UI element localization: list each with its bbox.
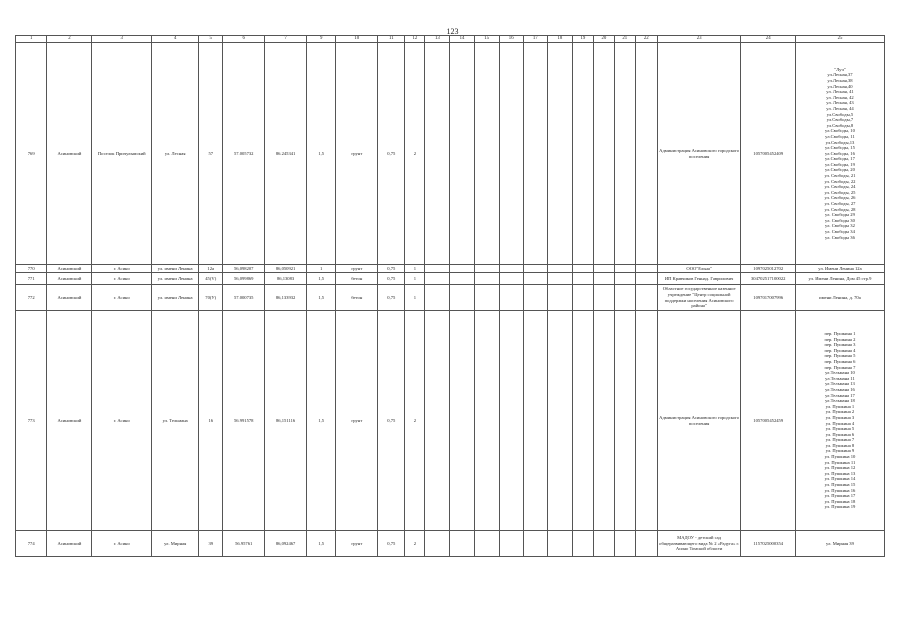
cell-empty bbox=[523, 285, 547, 311]
cell-empty bbox=[474, 285, 499, 311]
column-header: 13 bbox=[425, 36, 450, 43]
cell-settlement: г. Асино bbox=[92, 265, 152, 273]
cell-owner: ИП Кравчиков Геннад. Гаврилович bbox=[657, 273, 741, 285]
source-address: ул.Свободы, 17 bbox=[825, 156, 855, 162]
cell-ogrn: 1097017007996 bbox=[741, 285, 795, 311]
column-header: 23 bbox=[657, 36, 741, 43]
source-address: ул. Свободы, 24 bbox=[824, 184, 856, 190]
cell-empty bbox=[614, 43, 635, 265]
cell-lat: 56,099869 bbox=[223, 273, 265, 285]
cell-empty bbox=[593, 311, 614, 531]
column-header: 12 bbox=[405, 36, 425, 43]
source-address: пер. Пушкина 6 bbox=[824, 358, 856, 364]
cell-num: 770 bbox=[16, 265, 47, 273]
source-address: ул. Пушкина 15 bbox=[824, 482, 856, 488]
cell-empty bbox=[499, 285, 523, 311]
source-address: пер. Пушкина 7 bbox=[824, 364, 856, 370]
cell-empty bbox=[547, 273, 572, 285]
cell-empty bbox=[614, 285, 635, 311]
page-number: 123 bbox=[446, 27, 459, 36]
header-row bbox=[16, 36, 885, 43]
column-header: 7 bbox=[265, 36, 307, 43]
cell-lon: 86,050921 bbox=[265, 265, 307, 273]
cell-street: ул. имени Ленина bbox=[152, 273, 199, 285]
cell-empty bbox=[547, 311, 572, 531]
cell-empty bbox=[593, 273, 614, 285]
cell-ogrn: 1097025012702 bbox=[741, 265, 795, 273]
source-address: ул. Пушкина 14 bbox=[824, 476, 856, 482]
source-address: ул. Пушкина 10 bbox=[824, 454, 856, 460]
cell-empty bbox=[614, 273, 635, 285]
cell-street: ул. имени Ленина bbox=[152, 265, 199, 273]
cell-num: 772 bbox=[16, 285, 47, 311]
table-row bbox=[16, 43, 885, 265]
cell-settlement: г. Асино bbox=[92, 273, 152, 285]
cell-empty bbox=[614, 311, 635, 531]
cell-empty bbox=[425, 531, 450, 557]
cell-area: 1,5 bbox=[307, 43, 336, 265]
table-row bbox=[16, 531, 885, 557]
registry-table bbox=[15, 35, 885, 557]
cell-lon: 86,13083 bbox=[265, 273, 307, 285]
cell-surface: бетон bbox=[336, 285, 378, 311]
cell-area: 1 bbox=[307, 265, 336, 273]
cell-ogrn: 1057005452459 bbox=[741, 311, 795, 531]
cell-empty bbox=[499, 311, 523, 531]
cell-empty bbox=[572, 265, 593, 273]
source-address: ул.Тельмана 18 bbox=[825, 398, 855, 404]
cell-volume: 0,75 bbox=[378, 531, 405, 557]
table-row bbox=[16, 285, 885, 311]
cell-empty bbox=[450, 265, 474, 273]
cell-empty bbox=[572, 531, 593, 557]
cell-surface: грунт bbox=[336, 311, 378, 531]
source-address: ул.Тельмана 17 bbox=[825, 392, 855, 398]
source-address: ул. Пушкина 4 bbox=[825, 420, 855, 426]
source-address: ул. Пушкина 3 bbox=[825, 414, 855, 420]
source-address: ул.Свободы, 19 bbox=[825, 161, 855, 167]
cell-sources bbox=[795, 265, 884, 273]
cell-count: 1 bbox=[405, 285, 425, 311]
source-address: пер. Пушкина 3 bbox=[824, 342, 856, 348]
cell-empty bbox=[572, 285, 593, 311]
source-address: ул.Свободы, 11 bbox=[825, 133, 855, 139]
cell-lat: 56.991578 bbox=[223, 311, 265, 531]
cell-empty bbox=[593, 531, 614, 557]
cell-house: 45(V) bbox=[199, 273, 223, 285]
cell-empty bbox=[635, 311, 657, 531]
cell-empty bbox=[450, 43, 474, 265]
source-address: ул.Свободы,5 bbox=[826, 111, 854, 117]
column-header: 6 bbox=[223, 36, 265, 43]
source-address: ул. Пушкина 2 bbox=[825, 409, 855, 415]
cell-ogrn: 1057005452409 bbox=[741, 43, 795, 265]
cell-empty bbox=[450, 285, 474, 311]
cell-volume: 0,75 bbox=[378, 285, 405, 311]
cell-empty bbox=[635, 285, 657, 311]
cell-sources bbox=[795, 273, 884, 285]
column-header: 17 bbox=[523, 36, 547, 43]
cell-empty bbox=[614, 265, 635, 273]
cell-empty bbox=[450, 531, 474, 557]
cell-empty bbox=[474, 311, 499, 531]
source-address: ул. Пушкина 18 bbox=[824, 498, 856, 504]
cell-settlement: Поселок Причулымский bbox=[92, 43, 152, 265]
cell-sources bbox=[795, 43, 884, 265]
cell-empty bbox=[635, 43, 657, 265]
source-address: ул. Свободы 36 bbox=[825, 234, 855, 240]
source-address: ул.Лесная,37 bbox=[827, 72, 853, 78]
source-address: ул. Лесная, 42 bbox=[826, 94, 854, 100]
cell-empty bbox=[450, 273, 474, 285]
cell-empty bbox=[450, 311, 474, 531]
cell-empty bbox=[474, 531, 499, 557]
source-address: ул. Свободы 34 bbox=[825, 229, 855, 235]
cell-empty bbox=[499, 43, 523, 265]
cell-num: 771 bbox=[16, 273, 47, 285]
cell-volume: 0,75 bbox=[378, 265, 405, 273]
cell-lat: 57.005732 bbox=[223, 43, 265, 265]
table-row bbox=[16, 265, 885, 273]
cell-sources bbox=[795, 531, 884, 557]
source-address: ул. Лесная, 44 bbox=[826, 105, 854, 111]
cell-count: 1 bbox=[405, 265, 425, 273]
source-address: пер. Пушкина 5 bbox=[824, 353, 856, 359]
cell-lat: 56,098207 bbox=[223, 265, 265, 273]
table-row bbox=[16, 311, 885, 531]
source-address: ул.Тельмана 16 bbox=[825, 386, 855, 392]
column-header: 18 bbox=[547, 36, 572, 43]
cell-empty bbox=[593, 43, 614, 265]
source-address: ул. Пушкина 17 bbox=[824, 493, 856, 499]
source-address: ул. Пушкина 13 bbox=[824, 470, 856, 476]
cell-empty bbox=[474, 265, 499, 273]
cell-area: 1,5 bbox=[307, 285, 336, 311]
cell-district: Асиновский bbox=[47, 43, 92, 265]
source-address: ул. Пушкина 16 bbox=[824, 487, 856, 493]
source-address: ул. Пушкина 6 bbox=[825, 431, 855, 437]
cell-settlement: г. Асино bbox=[92, 311, 152, 531]
cell-empty bbox=[547, 43, 572, 265]
cell-street: ул. Лесная bbox=[152, 43, 199, 265]
source-address: ул.Свободы,13 bbox=[825, 139, 855, 145]
cell-empty bbox=[635, 531, 657, 557]
source-address: ул. Мирная 39 bbox=[826, 540, 854, 546]
cell-district: Асиновский bbox=[47, 531, 92, 557]
cell-area: 1,5 bbox=[307, 273, 336, 285]
cell-empty bbox=[499, 265, 523, 273]
cell-lat: 56.95761 bbox=[223, 531, 265, 557]
column-header: 9 bbox=[307, 36, 336, 43]
source-address: "Луч" bbox=[834, 66, 846, 72]
source-address: ул. Пушкина 7 bbox=[825, 437, 855, 443]
source-address: ул. Свободы 29 bbox=[825, 212, 855, 218]
cell-empty bbox=[572, 273, 593, 285]
cell-empty bbox=[425, 43, 450, 265]
cell-street: ул. Тельмана bbox=[152, 311, 199, 531]
cell-empty bbox=[593, 285, 614, 311]
source-address: ул.Свободы, 16 bbox=[825, 150, 855, 156]
source-address: ул. Пушкина 1 bbox=[825, 403, 855, 409]
cell-district: Асиновский bbox=[47, 311, 92, 531]
cell-district: Асиновский bbox=[47, 285, 92, 311]
cell-volume: 0,75 bbox=[378, 43, 405, 265]
cell-empty bbox=[425, 285, 450, 311]
source-address: ул. Пушкина 19 bbox=[824, 504, 856, 510]
cell-empty bbox=[425, 311, 450, 531]
cell-district: Асиновский bbox=[47, 273, 92, 285]
source-address: ул. Свободы 30 bbox=[825, 217, 855, 223]
cell-empty bbox=[474, 273, 499, 285]
cell-empty bbox=[523, 311, 547, 531]
source-address: ул.Свободы,7 bbox=[826, 117, 854, 123]
source-address: ул. Свободы, 21 bbox=[824, 173, 856, 179]
cell-area: 1,5 bbox=[307, 531, 336, 557]
source-address: ул. Пушкина 5 bbox=[825, 426, 855, 432]
cell-empty bbox=[523, 43, 547, 265]
cell-owner: Администрация Асиновского городского поселения bbox=[657, 43, 741, 265]
source-address: пер. Пушкина 4 bbox=[824, 347, 856, 353]
cell-empty bbox=[614, 531, 635, 557]
cell-num: 774 bbox=[16, 531, 47, 557]
cell-empty bbox=[499, 531, 523, 557]
source-address: имени Ленина, д. 70а bbox=[819, 294, 861, 300]
source-address: ул.Свободы, 10 bbox=[825, 128, 855, 134]
source-address: ул. Пушкина 11 bbox=[824, 459, 856, 465]
cell-empty bbox=[523, 265, 547, 273]
source-address: ул.Тельмана 11 bbox=[825, 375, 855, 381]
column-header: 3 bbox=[92, 36, 152, 43]
cell-sources bbox=[795, 285, 884, 311]
cell-empty bbox=[635, 273, 657, 285]
cell-district: Асиновский bbox=[47, 265, 92, 273]
source-address: ул.Лесная,38 bbox=[827, 77, 853, 83]
cell-house: 16 bbox=[199, 311, 223, 531]
source-address: ул. Свободы, 27 bbox=[824, 201, 856, 207]
cell-ogrn: 1157025000354 bbox=[741, 531, 795, 557]
cell-area: 1,5 bbox=[307, 311, 336, 531]
column-header: 21 bbox=[614, 36, 635, 43]
cell-street: ул. имени Ленина bbox=[152, 285, 199, 311]
source-address: ул.Лесная,40 bbox=[827, 83, 853, 89]
cell-surface: грунт bbox=[336, 265, 378, 273]
cell-empty bbox=[547, 265, 572, 273]
cell-empty bbox=[547, 285, 572, 311]
cell-lon: 86.245341 bbox=[265, 43, 307, 265]
column-header: 16 bbox=[499, 36, 523, 43]
source-address: ул. Имени Ленина, Дом 45 стр.9 bbox=[808, 275, 872, 281]
cell-owner: ООО"Ельна" bbox=[657, 265, 741, 273]
column-header: 19 bbox=[572, 36, 593, 43]
table-row bbox=[16, 273, 885, 285]
cell-owner: МАДОУ - детский сад общеразвивающего вида № 2 «Радуга» г. Асино Томской области bbox=[657, 531, 741, 557]
cell-count: 1 bbox=[405, 273, 425, 285]
source-address: пер. Пушкина 1 bbox=[824, 331, 856, 336]
cell-house: 39 bbox=[199, 531, 223, 557]
cell-lat: 57.000735 bbox=[223, 285, 265, 311]
cell-empty bbox=[425, 273, 450, 285]
cell-count: 2 bbox=[405, 43, 425, 265]
column-header: 10 bbox=[336, 36, 378, 43]
cell-settlement: г. Асино bbox=[92, 285, 152, 311]
cell-sources bbox=[795, 311, 884, 531]
source-address: ул.Тельмана 10 bbox=[825, 370, 855, 376]
cell-settlement: г. Асино bbox=[92, 531, 152, 557]
cell-owner: Администрация Асиновского городского поселения bbox=[657, 311, 741, 531]
source-address: ул. Лесная, 43 bbox=[826, 100, 854, 106]
cell-street: ул. Мирная bbox=[152, 531, 199, 557]
source-address: ул.Свободы,8 bbox=[826, 122, 854, 128]
cell-lon: 86,151116 bbox=[265, 311, 307, 531]
source-address: ул. Пушкина 8 bbox=[825, 442, 855, 448]
cell-lon: 86,133932 bbox=[265, 285, 307, 311]
source-address: ул. Свободы, 22 bbox=[824, 178, 856, 184]
cell-volume: 0,75 bbox=[378, 273, 405, 285]
source-address: ул. Пушкина 9 bbox=[825, 448, 855, 454]
cell-count: 2 bbox=[405, 311, 425, 531]
source-address: ул. Лесная, 41 bbox=[826, 89, 854, 95]
source-address: ул. Имени Ленина 12а bbox=[818, 265, 862, 271]
cell-empty bbox=[425, 265, 450, 273]
column-header: 24 bbox=[741, 36, 795, 43]
column-header: 4 bbox=[152, 36, 199, 43]
cell-num: 773 bbox=[16, 311, 47, 531]
column-header: 15 bbox=[474, 36, 499, 43]
cell-empty bbox=[523, 531, 547, 557]
source-address: ул. Пушкина 12 bbox=[824, 465, 856, 471]
column-header: 11 bbox=[378, 36, 405, 43]
cell-surface: бетон bbox=[336, 273, 378, 285]
cell-lon: 86,092467 bbox=[265, 531, 307, 557]
source-address: ул. Свободы, 28 bbox=[824, 206, 856, 212]
cell-surface: грунт bbox=[336, 531, 378, 557]
source-address: ул.Свободы, 20 bbox=[825, 167, 855, 173]
column-header: 22 bbox=[635, 36, 657, 43]
cell-empty bbox=[635, 265, 657, 273]
cell-empty bbox=[499, 273, 523, 285]
cell-owner: Областное государственное казенное учреждение "Центр социальной поддержки населения Асиновского района" bbox=[657, 285, 741, 311]
cell-ogrn: 304702517100022 bbox=[741, 273, 795, 285]
cell-empty bbox=[593, 265, 614, 273]
source-address: ул.Тельмана 13 bbox=[825, 381, 855, 387]
cell-house: 12а bbox=[199, 265, 223, 273]
cell-surface: грунт bbox=[336, 43, 378, 265]
cell-empty bbox=[547, 531, 572, 557]
source-address: ул. Свободы, 26 bbox=[824, 195, 856, 201]
column-header: 1 bbox=[16, 36, 47, 43]
column-header: 14 bbox=[450, 36, 474, 43]
source-address: ул. Свободы, 25 bbox=[824, 189, 856, 195]
cell-empty bbox=[572, 311, 593, 531]
cell-empty bbox=[523, 273, 547, 285]
source-address: ул. Свободы 32 bbox=[825, 223, 855, 229]
cell-count: 2 bbox=[405, 531, 425, 557]
column-header: 5 bbox=[199, 36, 223, 43]
cell-num: 769 bbox=[16, 43, 47, 265]
column-header: 20 bbox=[593, 36, 614, 43]
column-header: 25 bbox=[795, 36, 884, 43]
cell-empty bbox=[572, 43, 593, 265]
column-header: 2 bbox=[47, 36, 92, 43]
cell-house: 57 bbox=[199, 43, 223, 265]
cell-volume: 0,75 bbox=[378, 311, 405, 531]
cell-house: 70(У) bbox=[199, 285, 223, 311]
source-address: пер. Пушкина 2 bbox=[824, 336, 856, 342]
source-address: ул.Свободы, 15 bbox=[825, 145, 855, 151]
cell-empty bbox=[474, 43, 499, 265]
